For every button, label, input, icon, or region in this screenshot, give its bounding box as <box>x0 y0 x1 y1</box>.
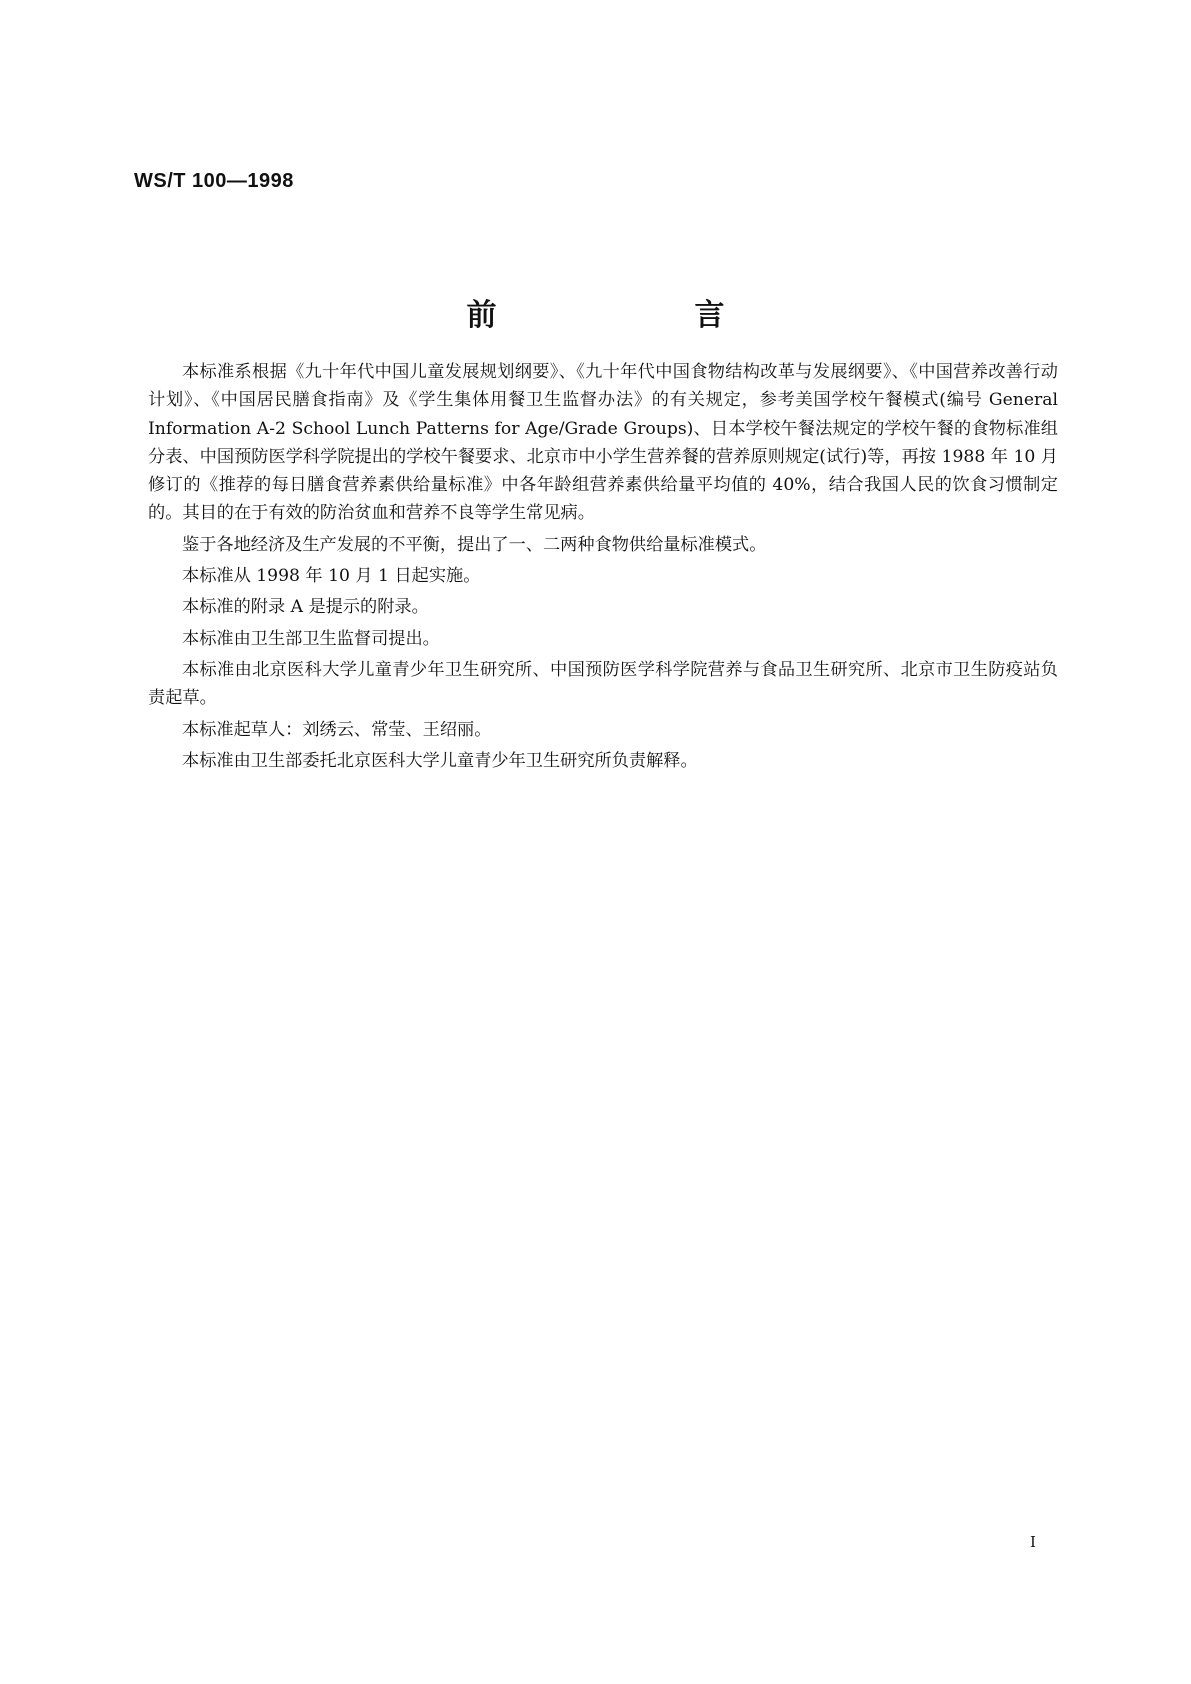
standard-code: WS/T 100—1998 <box>134 170 294 192</box>
paragraph-proposer: 本标准由卫生部卫生监督司提出。 <box>182 628 440 649</box>
page-title: 前 言 <box>466 298 809 333</box>
paragraph-models: 鉴于各地经济及生产发展的不平衡，提出了一、二两种食物供给量标准模式。 <box>182 534 767 555</box>
paragraph-appendix: 本标准的附录 A 是提示的附录。 <box>182 597 429 618</box>
foreword-body <box>148 358 1058 778</box>
page-number: I <box>1030 1533 1036 1551</box>
paragraph-basis: 本标准系根据《九十年代中国儿童发展规划纲要》、《九十年代中国食物结构改革与发展纲要》、《中国营养改善行动计划》、《中国居民膳食指南》及《学生集体用餐卫生监督办法》的有关规定，参考美国学校午餐模式(编号 General Information A-2 School Lunch Patterns for Age/Grade Groups)、日本学校午餐法规定的学校午餐的食物标准组分表、中国预防医学科学院提出的学校午餐要求、北京市中小学生营养餐的营养原则规定(试行)等，再按 1988 年 10 月修订的《推荐的每日膳食营养素供给量标准》中各年龄组营养素供给量平均值的 40%，结合我国人民的饮食习惯制定的。其目的在于有效的防治贫血和营养不良等学生常见病。 <box>148 362 1058 524</box>
paragraph-effective-date: 本标准从 1998 年 10 月 1 日起实施。 <box>182 566 481 587</box>
paragraph-drafters: 本标准起草人：刘绣云、常莹、王绍丽。 <box>182 719 492 740</box>
paragraph-drafting-units: 本标准由北京医科大学儿童青少年卫生研究所、中国预防医学科学院营养与食品卫生研究所、北京市卫生防疫站负责起草。 <box>148 659 1058 709</box>
paragraph-interpretation: 本标准由卫生部委托北京医科大学儿童青少年卫生研究所负责解释。 <box>182 750 698 771</box>
